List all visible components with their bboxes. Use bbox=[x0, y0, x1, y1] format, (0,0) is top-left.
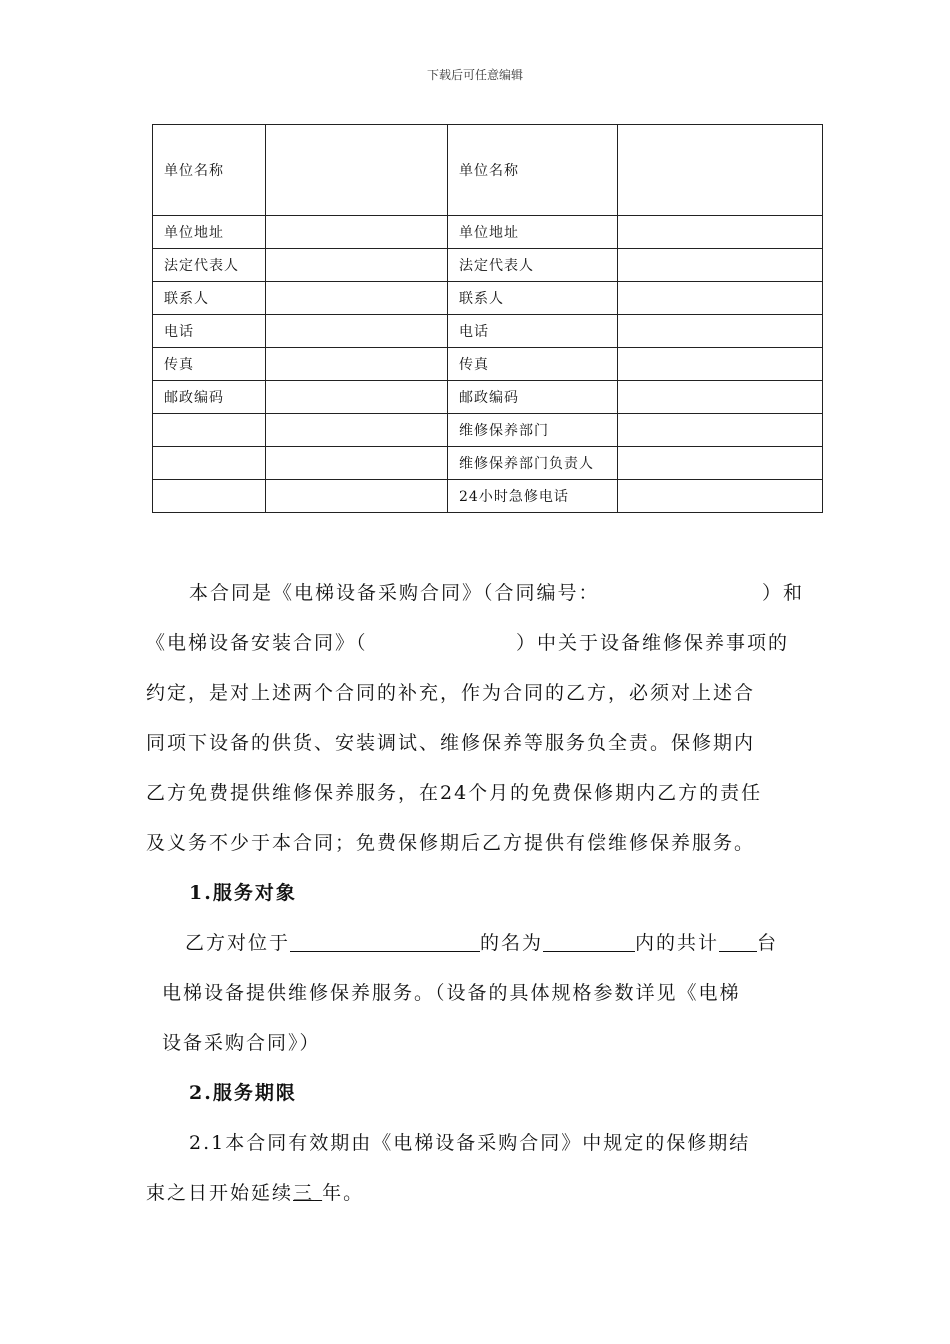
table-value-cell[interactable] bbox=[266, 447, 448, 480]
table-value-cell[interactable] bbox=[618, 414, 823, 447]
intro-line-1-end: ）和 bbox=[762, 582, 805, 604]
table-value-cell[interactable] bbox=[618, 447, 823, 480]
table-label-cell bbox=[153, 414, 266, 447]
table-label-cell: 24小时急修电话 bbox=[448, 480, 618, 513]
table-label-cell: 传真 bbox=[448, 348, 618, 381]
table-value-cell[interactable] bbox=[266, 315, 448, 348]
table-label-cell: 法定代表人 bbox=[448, 249, 618, 282]
intro-line-2-end: ）中关于设备维修保养事项的 bbox=[516, 632, 790, 654]
section-2-title: 2.服务期限 bbox=[189, 1082, 297, 1104]
table-value-cell[interactable] bbox=[618, 315, 823, 348]
section-2-line-2: 束之日开始延续三 年。 bbox=[146, 1182, 365, 1204]
table-value-cell[interactable] bbox=[618, 282, 823, 315]
table-label-cell: 单位地址 bbox=[153, 216, 266, 249]
table-row bbox=[153, 381, 823, 414]
table-row bbox=[153, 315, 823, 348]
intro-line-3: 约定，是对上述两个合同的补充，作为合同的乙方，必须对上述合 bbox=[146, 682, 756, 704]
table-row bbox=[153, 447, 823, 480]
intro-line-2: 《电梯设备安装合同》（ bbox=[146, 632, 368, 654]
page-header: 下载后可任意编辑 bbox=[426, 68, 523, 82]
table-value-cell[interactable] bbox=[266, 348, 448, 381]
table-label-cell: 邮政编码 bbox=[153, 381, 266, 414]
table-row bbox=[153, 216, 823, 249]
table-label-cell: 单位名称 bbox=[448, 125, 618, 216]
table-value-cell[interactable] bbox=[618, 216, 823, 249]
name-blank[interactable] bbox=[543, 931, 635, 952]
table-row bbox=[153, 282, 823, 315]
party-info-table bbox=[152, 124, 823, 513]
table-value-cell[interactable] bbox=[266, 381, 448, 414]
table-value-cell[interactable] bbox=[266, 125, 448, 216]
intro-line-1: 本合同是《电梯设备采购合同》（合同编号： bbox=[189, 582, 600, 604]
table-label-cell: 单位地址 bbox=[448, 216, 618, 249]
table-row bbox=[153, 348, 823, 381]
table-value-cell[interactable] bbox=[618, 348, 823, 381]
table-label-cell: 维修保养部门 bbox=[448, 414, 618, 447]
table-value-cell[interactable] bbox=[618, 125, 823, 216]
table-row bbox=[153, 249, 823, 282]
section-1-title: 1.服务对象 bbox=[189, 882, 297, 904]
table-label-cell: 单位名称 bbox=[153, 125, 266, 216]
table-label-cell: 维修保养部门负责人 bbox=[448, 447, 618, 480]
table-row bbox=[153, 125, 823, 216]
table-value-cell[interactable] bbox=[266, 414, 448, 447]
intro-line-5: 乙方免费提供维修保养服务，在24个月的免费保修期内乙方的责任 bbox=[146, 782, 763, 804]
section-1-line-3: 设备采购合同》） bbox=[162, 1032, 321, 1054]
section-1-line-1: 乙方对位于 的名为 内的共计 台 bbox=[185, 932, 779, 954]
intro-line-6: 及义务不少于本合同；免费保修期后乙方提供有偿维修保养服务。 bbox=[146, 832, 756, 854]
table-row bbox=[153, 414, 823, 447]
table-label-cell: 联系人 bbox=[153, 282, 266, 315]
table-value-cell[interactable] bbox=[618, 480, 823, 513]
table-label-cell: 电话 bbox=[448, 315, 618, 348]
table-label-cell: 法定代表人 bbox=[153, 249, 266, 282]
section-2-line-1: 2.1本合同有效期由《电梯设备采购合同》中规定的保修期结 bbox=[189, 1132, 751, 1154]
table-label-cell: 电话 bbox=[153, 315, 266, 348]
table-row bbox=[153, 480, 823, 513]
table-label-cell: 传真 bbox=[153, 348, 266, 381]
table-label-cell bbox=[153, 447, 266, 480]
table-value-cell[interactable] bbox=[266, 480, 448, 513]
count-blank[interactable] bbox=[719, 931, 757, 952]
section-1-line-2: 电梯设备提供维修保养服务。（设备的具体规格参数详见《电梯 bbox=[162, 982, 741, 1004]
intro-line-4: 同项下设备的供货、安装调试、维修保养等服务负全责。保修期内 bbox=[146, 732, 756, 754]
location-blank[interactable] bbox=[290, 931, 480, 952]
table-value-cell[interactable] bbox=[618, 381, 823, 414]
term-years: 三 bbox=[293, 1182, 315, 1204]
table-value-cell[interactable] bbox=[266, 216, 448, 249]
table-label-cell: 邮政编码 bbox=[448, 381, 618, 414]
table-label-cell: 联系人 bbox=[448, 282, 618, 315]
table-value-cell[interactable] bbox=[266, 282, 448, 315]
table-value-cell[interactable] bbox=[266, 249, 448, 282]
table-value-cell[interactable] bbox=[618, 249, 823, 282]
table-label-cell bbox=[153, 480, 266, 513]
